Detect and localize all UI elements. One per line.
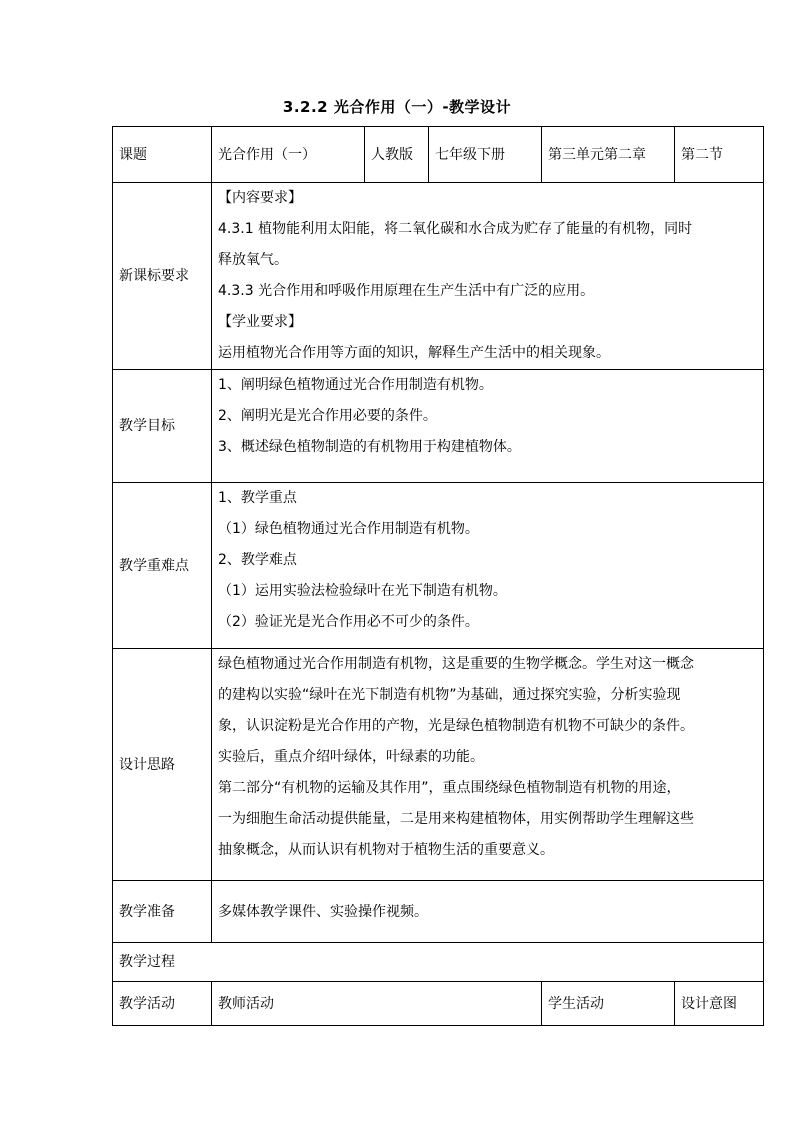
design-line: 实验后，重点介绍叶绿体，叶绿素的功能。 (218, 749, 484, 765)
design-line: 第二部分“有机物的运输及其作用”，重点围绕绿色植物制造有机物的用途， (218, 780, 681, 796)
unit-value: 第三单元第二章 (542, 127, 675, 183)
key-points-content (212, 483, 764, 649)
preparation-row (113, 881, 764, 943)
activity-header-row (113, 982, 764, 1026)
objectives-label: 教学目标 (113, 370, 212, 483)
intent-col-header: 设计意图 (675, 982, 764, 1026)
topic-row (113, 127, 764, 183)
key-point-item: 2、教学难点 (218, 552, 297, 568)
design-line: 一为细胞生命活动提供能量，二是用来构建植物体，用实例帮助学生理解这些 (218, 811, 694, 827)
document-title: 3.2.2 光合作用（一）-教学设计 (282, 98, 512, 116)
standards-line: 【内容要求】 (218, 190, 302, 206)
objective-item: 1、阐明绿色植物通过光合作用制造有机物。 (218, 377, 493, 393)
preparation-label: 教学准备 (113, 881, 212, 943)
objective-item: 3、概述绿色植物制造的有机物用于构建植物体。 (218, 439, 521, 455)
lesson-plan-table (112, 126, 764, 1026)
student-col-header: 学生活动 (542, 982, 675, 1026)
grade-value: 七年级下册 (429, 127, 542, 183)
design-line: 绿色植物通过光合作用制造有机物，这是重要的生物学概念。学生对这一概念 (218, 656, 694, 672)
key-point-item: （2）验证光是光合作用必不可少的条件。 (218, 614, 479, 630)
design-line: 象，认识淀粉是光合作用的产物，光是绿色植物制造有机物不可缺少的条件。 (218, 718, 694, 734)
standards-content (212, 183, 764, 370)
design-line: 抽象概念，从而认识有机物对于植物生活的重要意义。 (218, 842, 554, 858)
preparation-content: 多媒体教学课件、实验操作视频。 (212, 881, 764, 943)
standards-line: 释放氧气。 (218, 252, 288, 268)
design-label: 设计思路 (113, 649, 212, 881)
process-row (113, 943, 764, 982)
key-points-row (113, 483, 764, 649)
design-row (113, 649, 764, 881)
key-points-label: 教学重难点 (113, 483, 212, 649)
key-point-item: （1）运用实验法检验绿叶在光下制造有机物。 (218, 583, 507, 599)
section-value: 第二节 (675, 127, 764, 183)
design-content (212, 649, 764, 881)
standards-line: 运用植物光合作用等方面的知识，解释生产生活中的相关现象。 (218, 345, 610, 361)
objective-item: 2、阐明光是光合作用必要的条件。 (218, 408, 437, 424)
key-point-item: 1、教学重点 (218, 490, 297, 506)
edition-value: 人教版 (365, 127, 429, 183)
teacher-col-header: 教师活动 (212, 982, 542, 1026)
topic-label: 课题 (113, 127, 212, 183)
topic-value: 光合作用（一） (212, 127, 365, 183)
activity-col-header: 教学活动 (113, 982, 212, 1026)
standards-line: 4.3.3 光合作用和呼吸作用原理在生产生活中有广泛的应用。 (218, 283, 595, 299)
objectives-row (113, 370, 764, 483)
standards-line: 【学业要求】 (218, 314, 302, 330)
standards-line: 4.3.1 植物能利用太阳能，将二氧化碳和水合成为贮存了能量的有机物，同时 (218, 221, 693, 237)
standards-row (113, 183, 764, 370)
process-label: 教学过程 (113, 943, 764, 982)
design-line: 的建构以实验“绿叶在光下制造有机物”为基础，通过探究实验，分析实验现 (218, 687, 681, 703)
objectives-content (212, 370, 764, 483)
standards-label: 新课标要求 (113, 183, 212, 370)
key-point-item: （1）绿色植物通过光合作用制造有机物。 (218, 521, 479, 537)
